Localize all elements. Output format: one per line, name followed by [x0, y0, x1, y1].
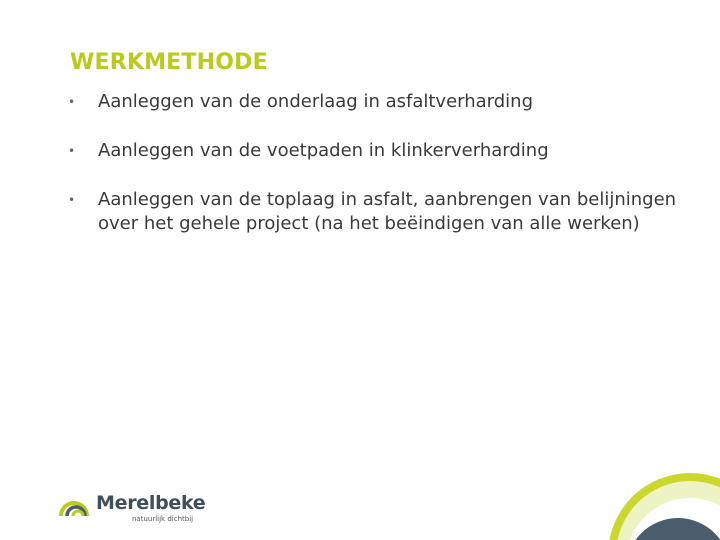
bullet-text: Aanleggen van de onderlaag in asfaltverharding	[98, 91, 534, 112]
bullet-item	[68, 188, 698, 236]
bullet-dot-icon: •	[68, 144, 76, 158]
bullet-text: Aanleggen van de toplaag in asfalt, aanbrengen van belijningen over het gehele project (na het beëindigen van alle werken)	[98, 189, 677, 234]
logo-arc-icon	[58, 494, 96, 518]
logo-name: Merelbeke	[96, 492, 206, 514]
slide-title: WERKMETHODE	[70, 50, 268, 75]
bullet-dot-icon: •	[68, 193, 76, 207]
bullet-list	[68, 90, 698, 261]
bullet-text: Aanleggen van de voetpaden in klinkerverharding	[98, 140, 549, 161]
bullet-dot-icon: •	[68, 95, 76, 109]
merelbeke-logo	[58, 490, 206, 526]
corner-decoration	[590, 470, 720, 540]
bullet-item	[68, 139, 698, 163]
bullet-item	[68, 90, 698, 114]
logo-tagline: natuurlijk dichtbij	[132, 515, 194, 523]
